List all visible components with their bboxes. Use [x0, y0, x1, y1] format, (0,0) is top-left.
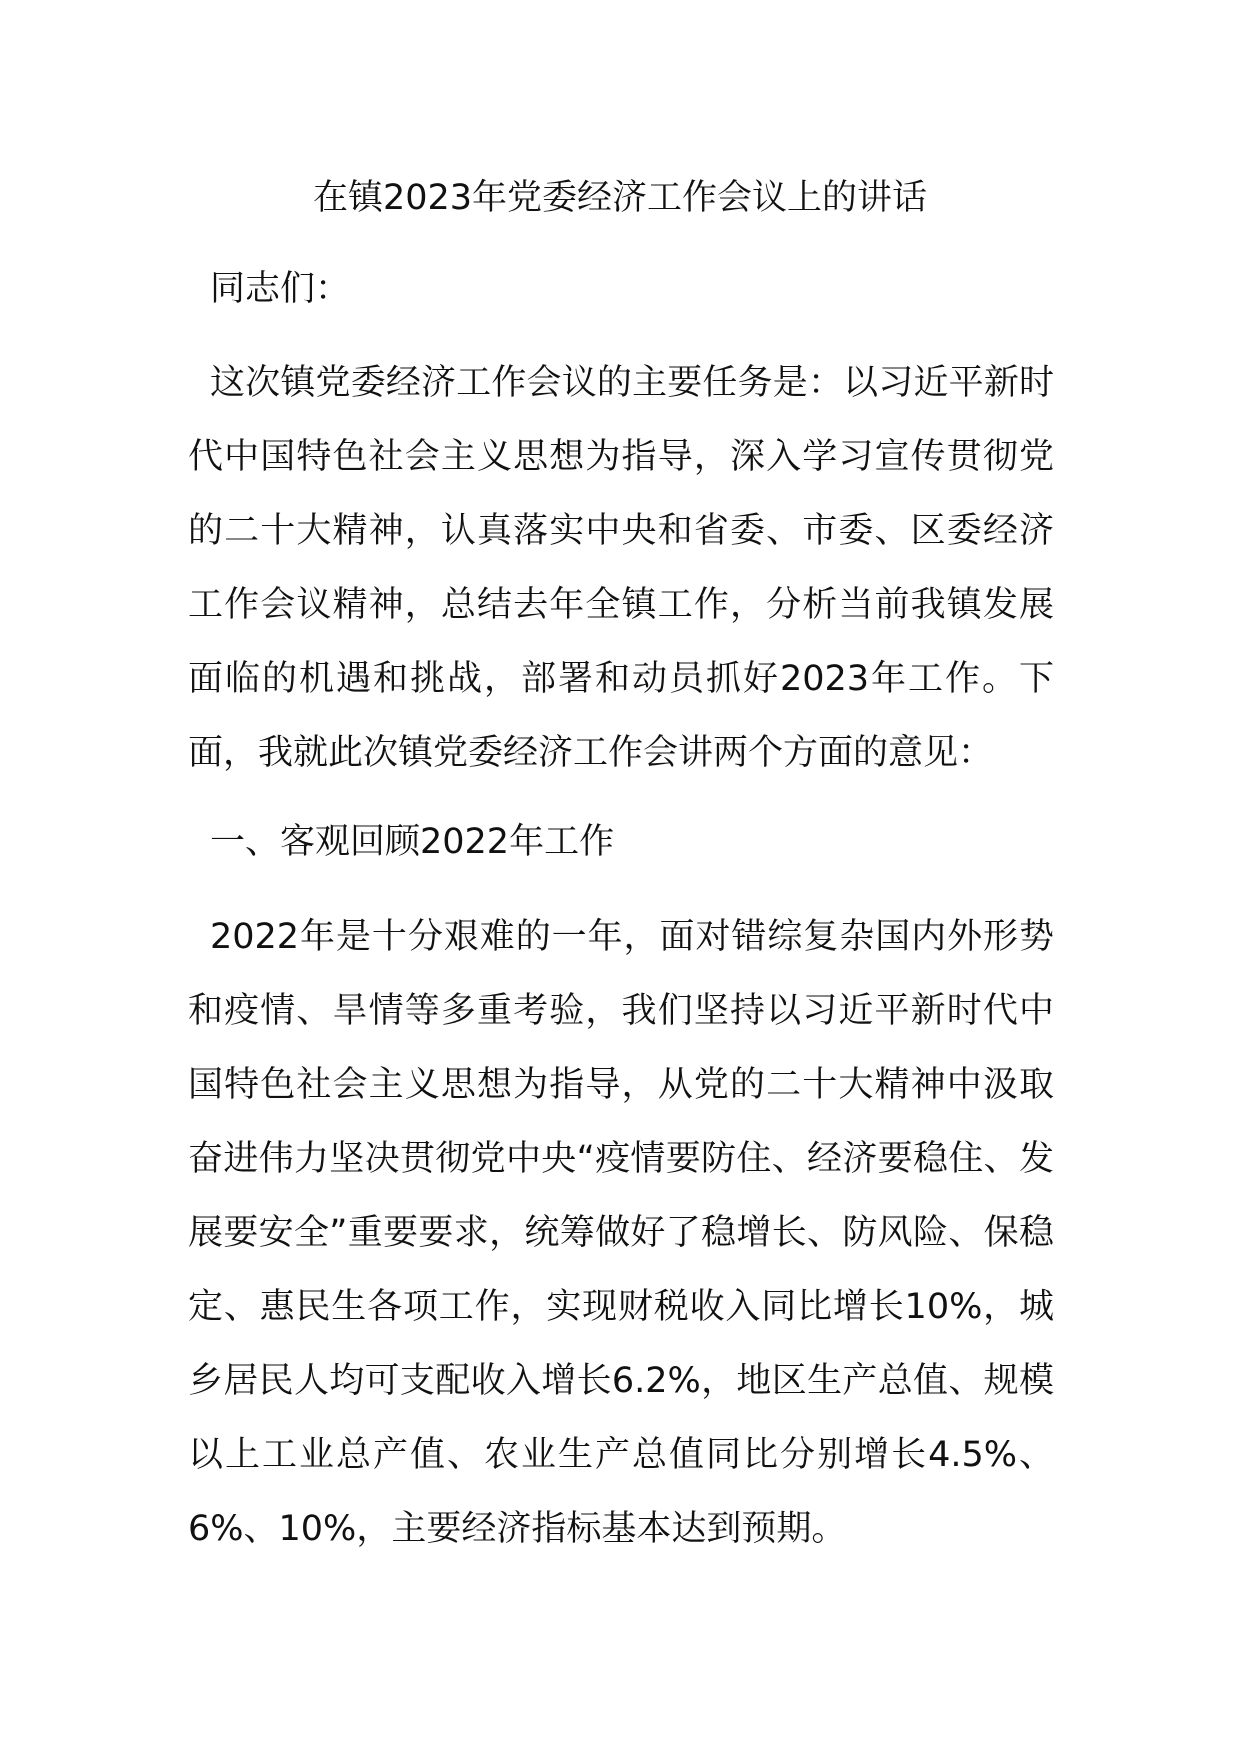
section-heading: 一、客观回顾2022年工作 — [210, 822, 615, 862]
review-paragraph: 2022年是十分艰难的一年，面对错综复杂国内外形势和疫情、旱情等多重考验，我们坚持以习近平新时代中国特色社会主义思想为指导，从党的二十大精神中汲取奋进伟力坚决贯彻党中央“疫情要防住、经济要稳住、发展要安全”重要要求，统筹做好了稳增长、防风险、保稳定、惠民生各项工作，实现财税收入同比增长10%，城乡居民人均可支配收入增长6.2%，地区生产总值、规模以上工业总产值、农业生产总值同比分别增长4.5%、6%、10%，主要经济指标基本达到预期。 — [188, 917, 1054, 1549]
document-title: 在镇2023年党委经济工作会议上的讲话 — [312, 178, 928, 218]
salutation: 同志们： — [210, 269, 351, 309]
intro-paragraph: 这次镇党委经济工作会议的主要任务是：以习近平新时代中国特色社会主义思想为指导，深入学习宣传贯彻党的二十大精神，认真落实中央和省委、市委、区委经济工作会议精神，总结去年全镇工作，分析当前我镇发展面临的机遇和挑战，部署和动员抓好2023年工作。下面，我就此次镇党委经济工作会讲两个方面的意见： — [188, 363, 1054, 773]
